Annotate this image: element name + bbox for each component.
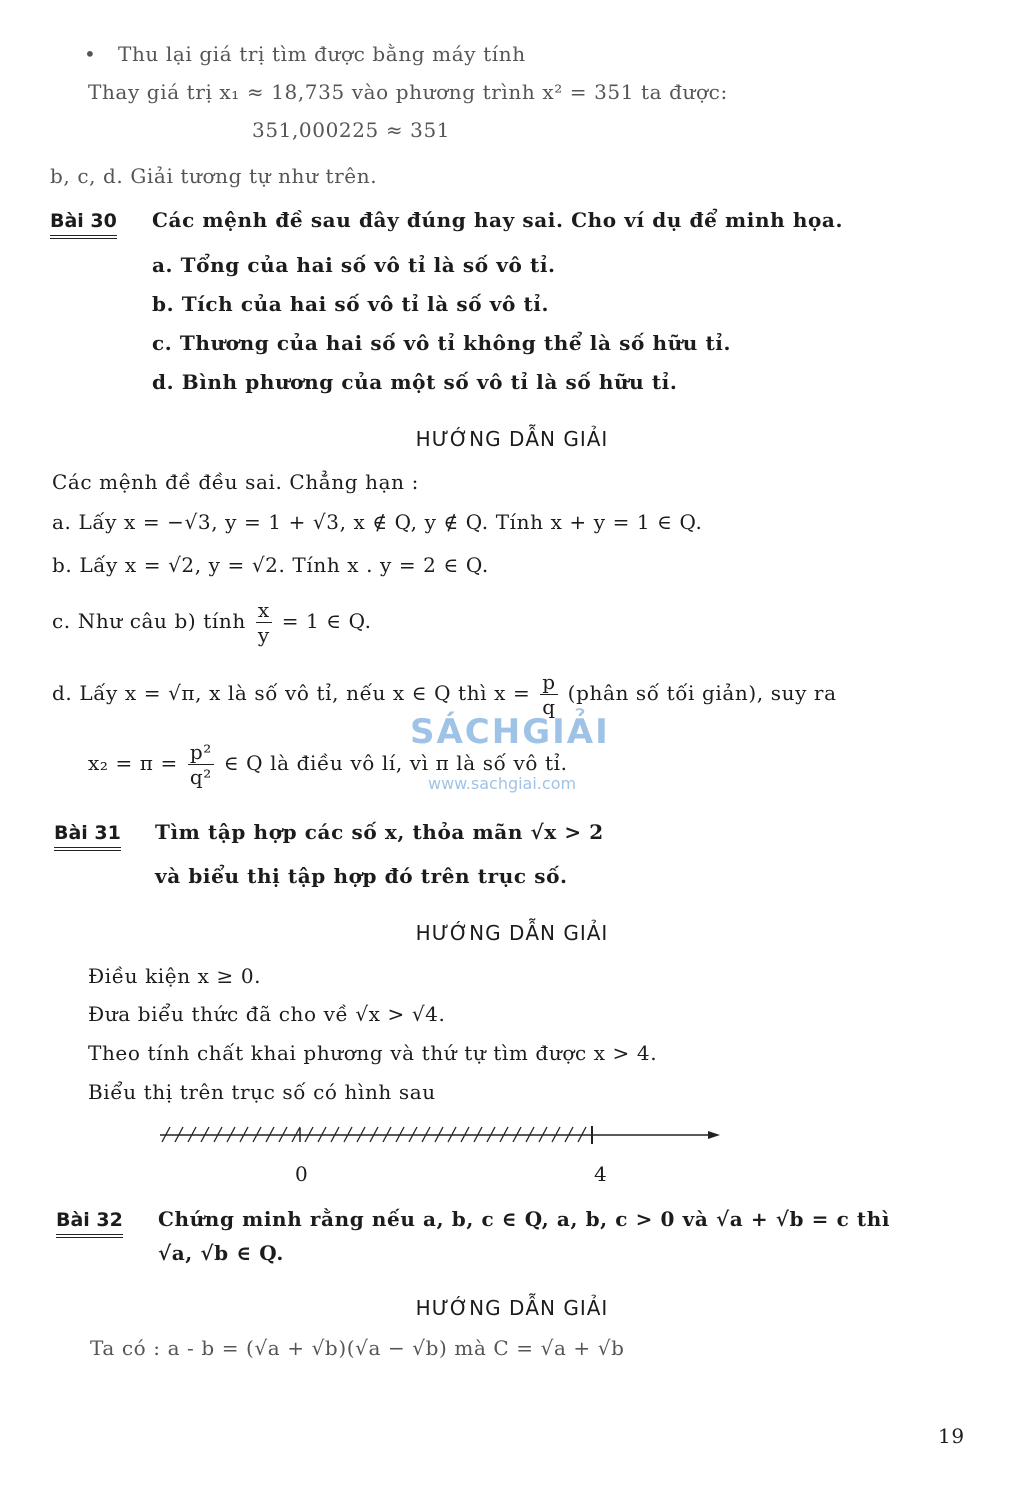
exercise-item: a. Tổng của hai số vô tỉ là số vô tỉ. bbox=[152, 253, 556, 277]
solution-text: b. Lấy x = √2, y = √2. Tính x . y = 2 ∈ Q. bbox=[52, 553, 489, 577]
solution-text: d. Lấy x = √π, x là số vô tỉ, nếu x ∈ Q thì x = bbox=[52, 681, 531, 705]
fraction-denominator: y bbox=[257, 623, 270, 647]
exercise-question: và biểu thị tập hợp đó trên trục số. bbox=[155, 864, 568, 888]
solution-text: (phân số tối giản), suy ra bbox=[567, 681, 837, 705]
exercise-item: b. Tích của hai số vô tỉ là số vô tỉ. bbox=[152, 292, 550, 316]
solution-text: a. Lấy x = −√3, y = 1 + √3, x ∉ Q, y ∉ Q. Tính x + y = 1 ∈ Q. bbox=[52, 510, 703, 534]
solution-heading: HƯỚNG DẪN GIẢI bbox=[415, 1296, 609, 1320]
fraction-denominator: q bbox=[542, 695, 556, 719]
text-line: Thay giá trị x₁ ≈ 18,735 vào phương trình x² = 351 ta được: bbox=[88, 80, 728, 104]
exercise-item: c. Thương của hai số vô tỉ không thể là số hữu tỉ. bbox=[152, 331, 732, 355]
solution-heading: HƯỚNG DẪN GIẢI bbox=[415, 427, 609, 451]
text-line: b, c, d. Giải tương tự như trên. bbox=[50, 164, 378, 188]
solution-text: Theo tính chất khai phương và thứ tự tìm được x > 4. bbox=[88, 1041, 658, 1065]
text-line: Thu lại giá trị tìm được bằng máy tính bbox=[118, 42, 526, 66]
solution-line-c bbox=[52, 598, 372, 647]
fraction-numerator: x bbox=[256, 598, 272, 623]
exercise-label: Bài 30 bbox=[50, 210, 117, 239]
solution-text: Đưa biểu thức đã cho về √x > √4. bbox=[88, 1002, 446, 1026]
solution-text: ∈ Q là điều vô lí, vì π là số vô tỉ. bbox=[223, 751, 568, 775]
page-number: 19 bbox=[938, 1424, 965, 1448]
watermark-url: www.sachgiai.com bbox=[428, 774, 577, 793]
bullet: • bbox=[84, 42, 97, 66]
watermark-logo: SÁCHGIẢI bbox=[410, 712, 610, 752]
fraction-denominator: q² bbox=[189, 765, 212, 789]
solution-heading: HƯỚNG DẪN GIẢI bbox=[415, 921, 609, 945]
axis-label-0: 0 bbox=[295, 1162, 309, 1186]
exercise-question: Các mệnh đề sau đây đúng hay sai. Cho ví dụ để minh họa. bbox=[152, 208, 844, 232]
text-line: 351,000225 ≈ 351 bbox=[252, 118, 451, 142]
exercise-question: Tìm tập hợp các số x, thỏa mãn √x > 2 bbox=[155, 820, 604, 844]
axis-arrow-icon bbox=[708, 1131, 720, 1139]
exercise-label: Bài 32 bbox=[56, 1209, 123, 1238]
exercise-question: √a, √b ∈ Q. bbox=[158, 1241, 284, 1265]
exercise-item: d. Bình phương của một số vô tỉ là số hữu tỉ. bbox=[152, 370, 678, 394]
solution-text: Các mệnh đề đều sai. Chẳng hạn : bbox=[52, 470, 419, 494]
solution-text: x₂ = π = bbox=[88, 751, 178, 775]
solution-text: c. Như câu b) tính bbox=[52, 609, 246, 633]
solution-text: Biểu thị trên trục số có hình sau bbox=[88, 1080, 436, 1104]
fraction-numerator: p bbox=[542, 670, 556, 694]
solution-text: Ta có : a - b = (√a + √b)(√a − √b) mà C = √a + √b bbox=[90, 1336, 625, 1360]
exercise-label: Bài 31 bbox=[54, 822, 121, 851]
fraction bbox=[188, 740, 214, 789]
fraction bbox=[256, 598, 272, 647]
exercise-question: Chứng minh rằng nếu a, b, c ∈ Q, a, b, c > 0 và √a + √b = c thì bbox=[158, 1207, 891, 1231]
axis-label-4: 4 bbox=[594, 1162, 608, 1186]
fraction-numerator: p² bbox=[189, 740, 212, 764]
solution-text: = 1 ∈ Q. bbox=[281, 609, 372, 633]
solution-text: Điều kiện x ≥ 0. bbox=[88, 964, 262, 988]
number-line bbox=[150, 1118, 730, 1152]
